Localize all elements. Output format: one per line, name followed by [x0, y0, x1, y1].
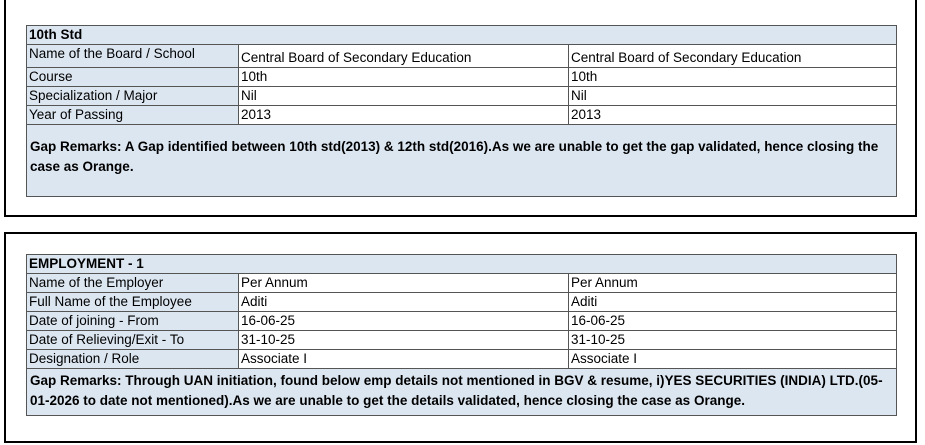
row-label: Course — [27, 68, 239, 87]
employment-table — [26, 254, 897, 416]
row-label: Full Name of the Employee — [27, 293, 239, 312]
gap-remarks: Gap Remarks: Through UAN initiation, found below emp details not mentioned in BGV & resume, i)YES SECURITIES (INDIA) LTD.(05-01-2026 to date not mentioned).As we are unable to get the details validated, hence closing the case as Orange. — [27, 369, 897, 416]
remarks-row — [27, 369, 897, 416]
row-value: Associate I — [569, 350, 897, 369]
row-label: Date of joining - From — [27, 312, 239, 331]
table-row — [27, 331, 897, 350]
row-value: Per Annum — [239, 274, 569, 293]
row-value: 10th — [239, 68, 569, 87]
row-value: 2013 — [569, 106, 897, 125]
section-title: 10th Std — [27, 26, 897, 45]
table-row — [27, 106, 897, 125]
row-label: Date of Relieving/Exit - To — [27, 331, 239, 350]
section-title: EMPLOYMENT - 1 — [27, 255, 897, 274]
row-label: Year of Passing — [27, 106, 239, 125]
remarks-row — [27, 125, 897, 197]
row-value: Per Annum — [569, 274, 897, 293]
table-row — [27, 68, 897, 87]
row-value: Central Board of Secondary Education — [239, 45, 569, 68]
table-row — [27, 87, 897, 106]
employment-panel — [4, 232, 917, 443]
table-row — [27, 293, 897, 312]
row-label: Name of the Employer — [27, 274, 239, 293]
row-label: Specialization / Major — [27, 87, 239, 106]
row-value: Aditi — [239, 293, 569, 312]
education-panel — [4, 0, 917, 217]
row-value: 2013 — [239, 106, 569, 125]
row-value: 31-10-25 — [569, 331, 897, 350]
row-label: Name of the Board / School — [27, 45, 239, 68]
table-header-row — [27, 255, 897, 274]
row-value: 31-10-25 — [239, 331, 569, 350]
table-row — [27, 350, 897, 369]
table-row — [27, 45, 897, 68]
gap-remarks: Gap Remarks: A Gap identified between 10th std(2013) & 12th std(2016).As we are unable to get the gap validated, hence closing the case as Orange. — [27, 125, 897, 197]
row-value: 10th — [569, 68, 897, 87]
education-table — [26, 25, 897, 197]
table-header-row — [27, 26, 897, 45]
row-value: Nil — [569, 87, 897, 106]
row-value: Associate I — [239, 350, 569, 369]
row-value: 16-06-25 — [569, 312, 897, 331]
row-value: Central Board of Secondary Education — [569, 45, 897, 68]
row-value: 16-06-25 — [239, 312, 569, 331]
table-row — [27, 312, 897, 331]
row-label: Designation / Role — [27, 350, 239, 369]
row-value: Nil — [239, 87, 569, 106]
table-row — [27, 274, 897, 293]
row-value: Aditi — [569, 293, 897, 312]
